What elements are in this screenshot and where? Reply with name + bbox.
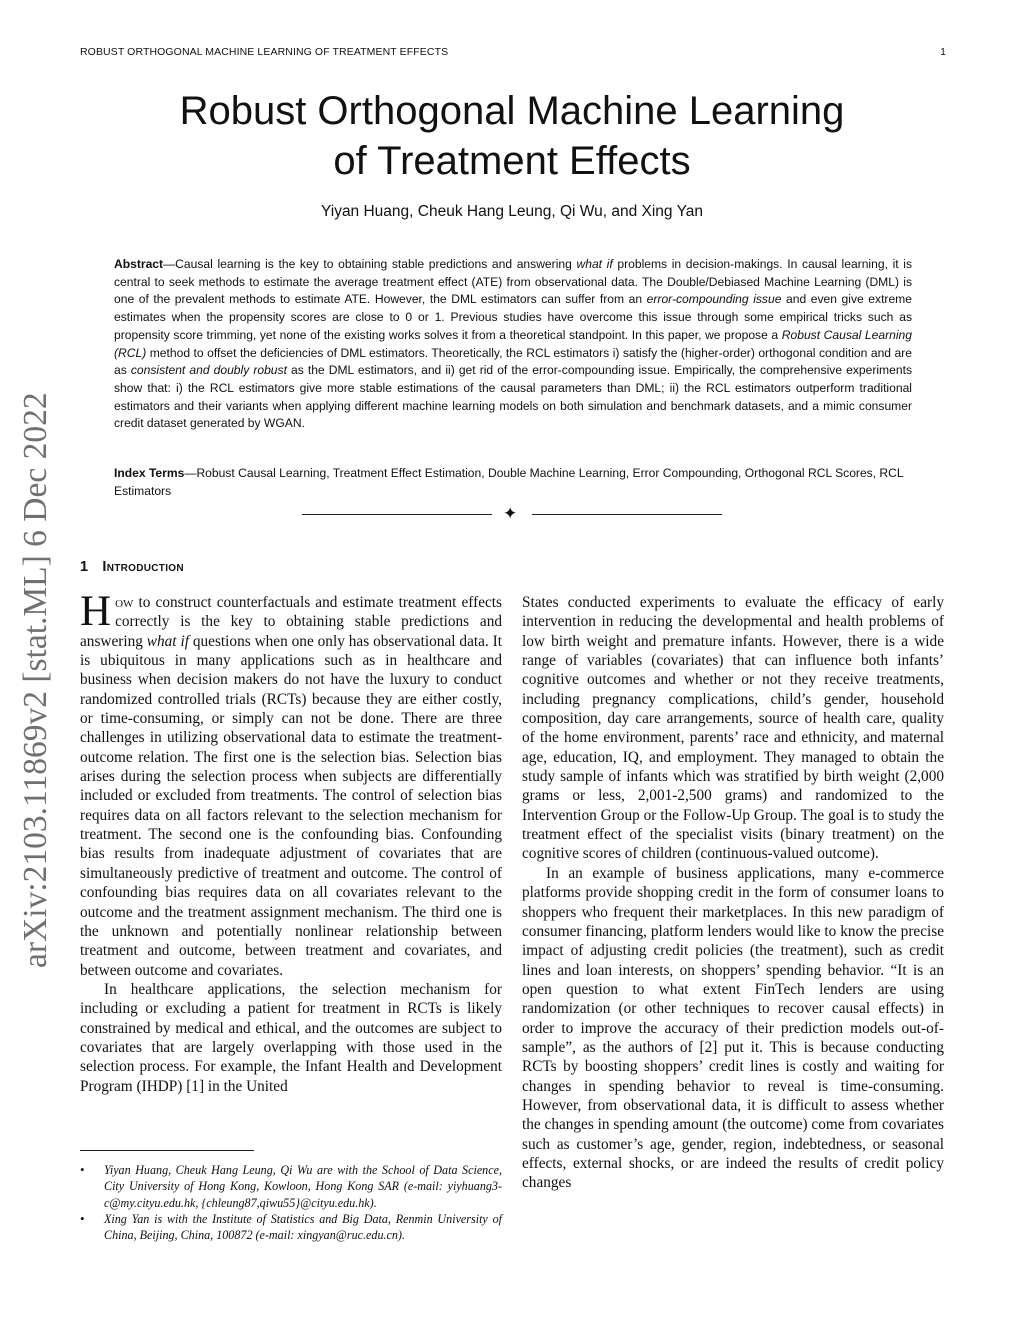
paper-title-line-1: Robust Orthogonal Machine Learning [179,89,845,133]
footnote-rule [80,1150,254,1151]
abstract-text: Causal learning is the key to obtaining stable predictions and answering [175,257,577,271]
footnote-item [80,1162,502,1211]
footnotes [80,1162,502,1243]
divider-rule-right [532,514,722,515]
abstract-text: problems in decision-makings. In causal learning, it is central to seek methods to estimate the average treatment effect (ATE) from observational data. The Double/Debiased Machine Learning (DML) is one of the prevalent methods to estimate ATE. However, the DML estimators can suffer from an [114,257,912,307]
abstract-dash: — [163,257,176,271]
index-terms-text: Robust Causal Learning, Treatment Effect Estimation, Double Machine Learning, Error Compounding, Orthogonal RCL Scores, RCL Estimators [114,466,904,498]
section-heading [80,559,184,575]
lead-word: ow [115,594,134,611]
abstract-emphasis: what if [576,257,613,271]
paper-title-line-2: of Treatment Effects [333,139,691,183]
intro-paragraph-3: States conducted experiments to evaluate the efficacy of early intervention in reducing the developmental and health problems of low birth weight and premature infants. However, there is a wide range of variables (covariates) that can influence both infants’ cognitive outcomes and whether or not they receive treatments, including pregnancy complications, child’s gender, household composition, day care arrangements, source of health care, quality of the home environment, parents’ race and ethnicity, and maternal age, education, IQ, and employment. They managed to obtain the study sample of infants which was stratified by birth weight (2,000 grams or less, 2,001-2,500 grams) and randomized to the Intervention Group or the Follow-Up Group. The goal is to study the treatment effect of the specialist visits (binary treatment) on the cognitive scores of children (continuous-valued outcome). [522,594,944,863]
paragraph-text: to construct counterfactuals and estimate treatment effects correctly is the key to obtaining stable predictions and answering [80,594,502,650]
section-divider [302,506,722,526]
intro-paragraph-1 [80,588,502,980]
abstract-label: Abstract [114,257,164,271]
page-number: 1 [940,46,946,58]
abstract-emphasis: error-compounding issue [646,292,782,307]
footnote-text: Yiyan Huang, Cheuk Hang Leung, Qi Wu are with the School of Data Science, City University of Hong Kong, Kowloon, Hong Kong SAR (e-mail: yiyhuang3-c@my.cityu.edu.hk, {chleung87,qiwu55}@cityu.edu.hk). [104,1163,502,1210]
arxiv-identifier-stamp: arXiv:2103.11869v2 [stat.ML] 6 Dec 2022 [17,392,54,968]
intro-paragraph-4: In an example of business applications, many e-commerce platforms provide shopping credit in the form of consumer loans to shoppers who frequent their marketplaces. In this new paradigm of consumer financing, platform lenders would like to know the precise impact of adjusting credit policies (the treatment), such as credit lines and loan interests, on shoppers’ spending behavior. “It is an open question to what extent FinTech lenders are using randomization (or other techniques to recover causal effects) in order to improve the accuracy of their prediction models out-of-sample”, as the authors of [2] put it. This is because conducting RCTs by boosting shoppers’ credit lines is costly and waiting for changes in spending behavior to reveal is time-consuming. However, from observational data, it is difficult to assess whether the changes in spending amount (the outcome) come from covariates such as customer’s age, gender, region, indebtedness, or seasonal effects, external shocks, or are indeed the results of credit policy changes [522,864,944,1192]
paragraph-emphasis: what if [146,632,189,650]
intro-paragraph-2: In healthcare applications, the selection mechanism for including or excluding a patient for treatment in RCTs is likely constrained by medical and ethical, and the outcomes are subject to covariates that are largely overlapping with those used in the selection process. For example, the Infant Health and Development Program (IHDP) [1] in the United [80,980,502,1095]
footnote-item [80,1211,502,1244]
abstract-emphasis: Robust Causal Learning (RCL) [114,327,912,360]
left-column [80,588,502,1096]
abstract-text: method to offset the deficiencies of DML estimators. Theoretically, the RCL estimators i) satisfy the (higher-order) orthogonal condition and are as [114,345,912,378]
index-terms-dash: — [184,466,197,480]
divider-rule-left [302,514,492,515]
index-terms [114,465,912,500]
section-number: 1 [80,559,89,575]
paragraph-text: questions when one only has observational data. It is ubiquitous in many applications such as in healthcare and business when decision makers do not have the luxury to conduct randomized controlled trials (RCTs) because they are either costly, or time-consuming, or simply can not be done. There are three challenges in utilizing observational data to estimate the treatment-outcome relation. The first one is the selection bias. Selection bias arises during the selection process when subjects are differentially included or excluded from treatments. The control of selection bias requires data on all factors relevant to the selection mechanism for treatment. The second one is the confounding bias. Confounding bias results from inadequate adjustment of covariates that are simultaneously predictive of treatment and outcome. The control of confounding bias requires data on all covariates relevant to the outcome and the treatment assignment mechanism. The third one is the unknown and potentially nonlinear relationship between treatment and outcome, between treatment and covariates, and between outcome and covariates. [80,632,502,979]
abstract-text: and even give extreme estimates when the propensity scores are close to 0 or 1. Previous studies have overcome this issue through some empirical tricks such as propensity score trimming, yet none of the existing works solves it from a theoretical standpoint. In this paper, we propose a [114,292,912,342]
drop-cap: H [80,588,112,635]
paper-title [80,86,944,186]
footnote-text: Xing Yan is with the Institute of Statistics and Big Data, Renmin University of China, Beijing, China, 100872 (e-mail: xingyan@ruc.edu.cn). [104,1211,502,1243]
running-head: ROBUST ORTHOGONAL MACHINE LEARNING OF TREATMENT EFFECTS [80,46,449,58]
abstract-text: as the DML estimators, and ii) get rid of the error-compounding issue. Empirically, the comprehensive experiments show that: i) the RCL estimators give more stable estimations of the causal parameters than DML; ii) the RCL estimators outperform traditional estimators and their variants when applying different machine learning models on both simulation and benchmark datasets, and a mimic consumer credit dataset generated by WGAN. [114,363,912,431]
section-title: Introduction [102,559,184,575]
bullet-icon: • [80,1210,85,1226]
abstract [114,256,912,433]
abstract-emphasis: consistent and doubly robust [130,363,287,378]
right-column [522,593,944,1193]
index-terms-label: Index Terms [114,466,185,480]
author-list: Yiyan Huang, Cheuk Hang Leung, Qi Wu, and Xing Yan [320,203,703,220]
divider-star-icon: ✦ [503,504,518,523]
bullet-icon: • [80,1162,85,1177]
